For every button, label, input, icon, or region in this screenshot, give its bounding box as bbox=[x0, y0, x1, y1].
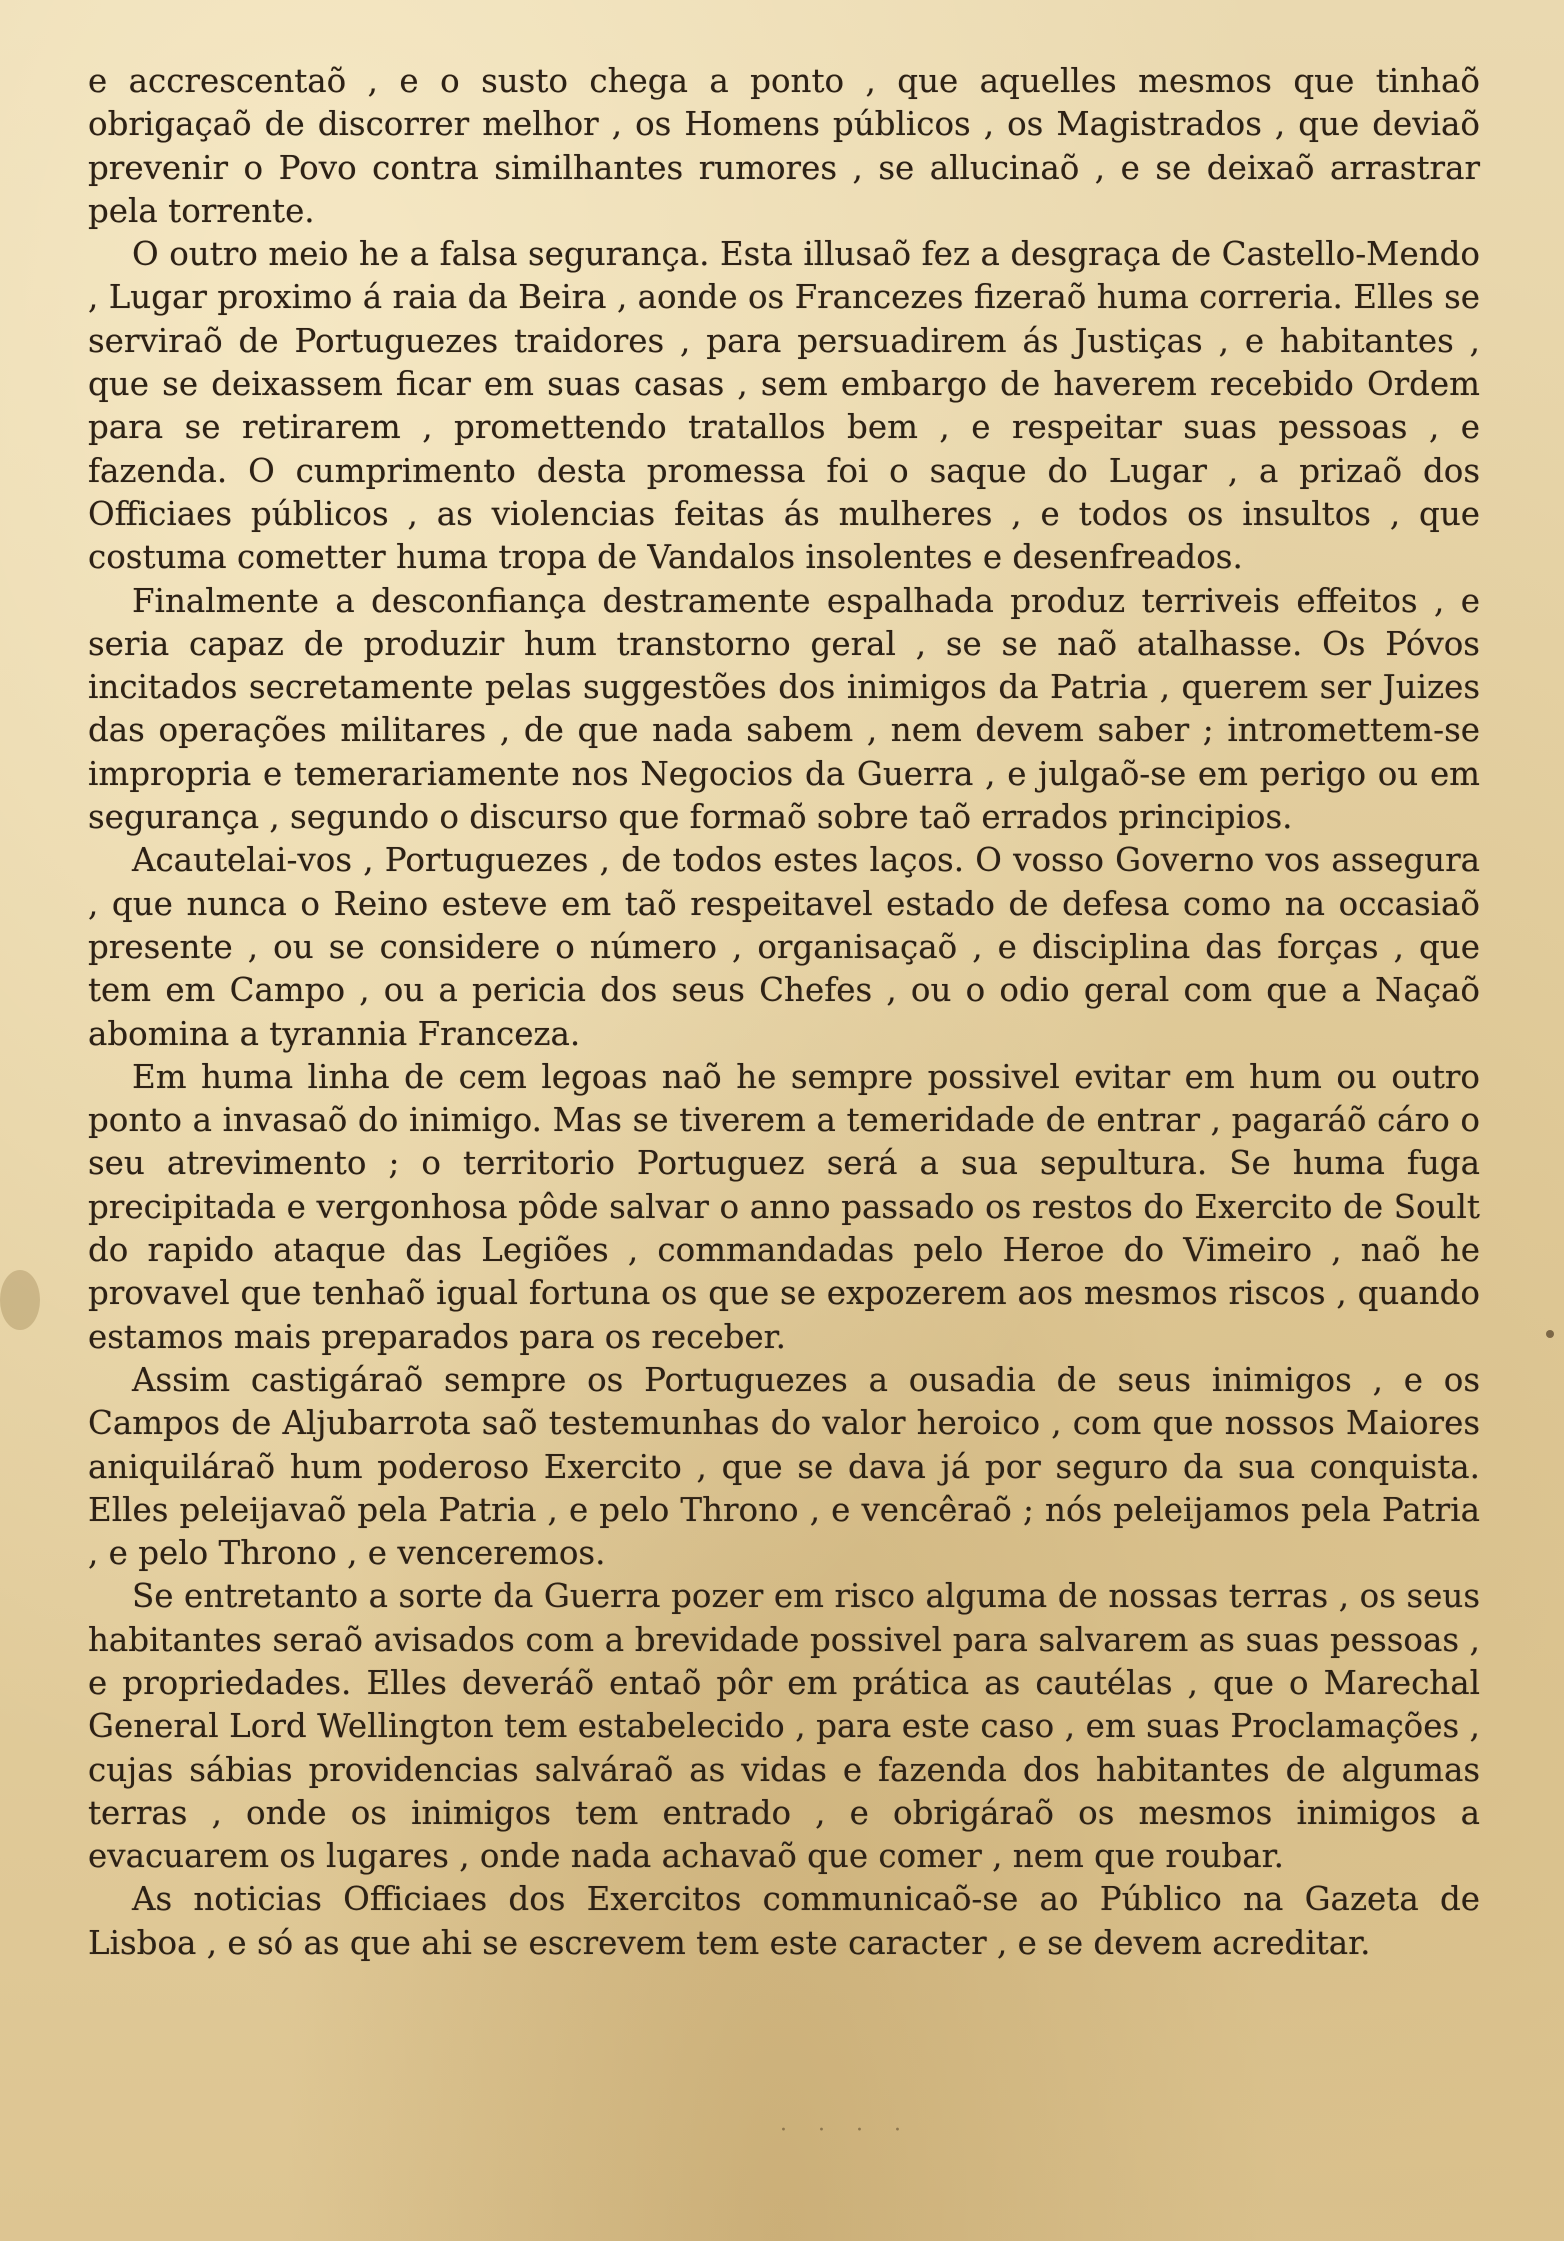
paragraph-3: Finalmente a desconfiança destramente espalhada produz terriveis effeitos , e seria capaz de produzir hum transtorno geral , se se naõ atalhasse. Os Póvos incitados secretamente pelas suggestões dos inimigos da Patria , querem ser Juizes das operações militares , de que nada sabem , nem devem saber ; intromettem-se impropria e temerariamente nos Negocios da Guerra , e julgaõ-se em perigo ou em segurança , segundo o discurso que formaõ sobre taõ errados principios. bbox=[88, 581, 1480, 837]
bleed-through-marks: · · · · bbox=[780, 2118, 913, 2143]
paper-stain bbox=[0, 1270, 40, 1330]
paragraph-1: e accrescentaõ , e o susto chega a ponto , que aquelles mesmos que tinhaõ obrigaçaõ de discorrer melhor , os Homens públicos , os Magistrados , que deviaõ prevenir o Povo contra similhantes rumores , se allucinaõ , e se deixaõ arrastrar pela torrente. bbox=[88, 62, 1480, 230]
paragraph-2: O outro meio he a falsa segurança. Esta illusaõ fez a desgraça de Castello-Mendo , Lugar proximo á raia da Beira , aonde os Francezes fizeraõ huma correria. Elles se serviraõ de Portuguezes traidores , para persuadirem ás Justiças , e habitantes , que se deixassem ficar em suas casas , sem embargo de haverem recebido Ordem para se retirarem , promettendo tratallos bem , e respeitar suas pessoas , e fazenda. O cumprimento desta promessa foi o saque do Lugar , a prizaõ dos Officiaes públicos , as violencias feitas ás mulheres , e todos os insultos , que costuma cometter huma tropa de Vandalos insolentes e desenfreados. bbox=[88, 235, 1480, 577]
ink-speck bbox=[1546, 1330, 1554, 1338]
body-text bbox=[88, 60, 1480, 1965]
paragraph-4: Acautelai-vos , Portuguezes , de todos estes laços. O vosso Governo vos assegura , que nunca o Reino esteve em taõ respeitavel estado de defesa como na occasiaõ presente , ou se considere o número , organisaçaõ , e disciplina das forças , que tem em Campo , ou a pericia dos seus Chefes , ou o odio geral com que a Naçaõ abomina a tyrannia Franceza. bbox=[88, 841, 1480, 1053]
paragraph-6: Assim castigáraõ sempre os Portuguezes a ousadia de seus inimigos , e os Campos de Aljubarrota saõ testemunhas do valor heroico , com que nossos Maiores aniquiláraõ hum poderoso Exercito , que se dava já por seguro da sua conquista. Elles peleijavaõ pela Patria , e pelo Throno , e vencêraõ ; nós peleijamos pela Patria , e pelo Throno , e venceremos. bbox=[88, 1360, 1480, 1573]
paragraph-7: Se entretanto a sorte da Guerra pozer em risco alguma de nossas terras , os seus habitantes seraõ avisados com a brevidade possivel para salvarem as suas pessoas , e propriedades. Elles deveráõ entaõ pôr em prática as cautélas , que o Marechal General Lord Wellington tem estabelecido , para este caso , em suas Proclamações , cujas sábias providencias salváraõ as vidas e fazenda dos habitantes de algumas terras , onde os inimigos tem entrado , e obrigáraõ os mesmos inimigos a evacuarem os lugares , onde nada achavaõ que comer , nem que roubar. bbox=[88, 1577, 1480, 1876]
paragraph-5: Em huma linha de cem legoas naõ he sempre possivel evitar em hum ou outro ponto a invasaõ do inimigo. Mas se tiverem a temeridade de entrar , pagaráõ cáro o seu atrevimento ; o territorio Portuguez será a sua sepultura. Se huma fuga precipitada e vergonhosa pôde salvar o anno passado os restos do Exercito de Soult do rapido ataque das Legiões , commandadas pelo Heroe do Vimeiro , naõ he provavel que tenhaõ igual fortuna os que se expozerem aos mesmos riscos , quando estamos mais preparados para os receber. bbox=[88, 1057, 1480, 1356]
paragraph-8: As noticias Officiaes dos Exercitos communicaõ-se ao Público na Gazeta de Lisboa , e só as que ahi se escrevem tem este caracter , e se devem acreditar. bbox=[88, 1880, 1480, 1962]
